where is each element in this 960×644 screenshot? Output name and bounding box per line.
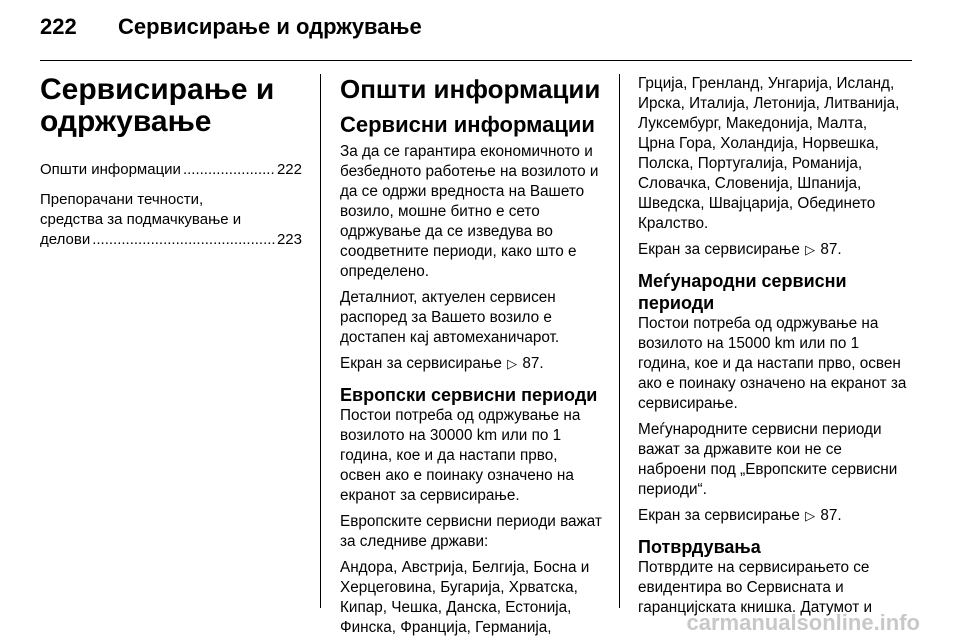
- page-reference[interactable]: 87.: [522, 355, 544, 372]
- toc-leader: [92, 230, 275, 250]
- toc-leader: [183, 160, 275, 180]
- page-reference[interactable]: 87.: [820, 241, 842, 258]
- column-divider-1: [320, 74, 321, 608]
- column-toc: [40, 74, 302, 260]
- toc-entry-fluids[interactable]: [40, 190, 302, 250]
- european-service-heading: Европски сервисни периоди: [340, 385, 598, 405]
- toc-entry-page: 222: [276, 161, 302, 178]
- paragraph: Андора, Австрија, Белгија, Босна и Херцеговина, Бугарија, Хрватска, Кипар, Чешка, Данска, Естонија, Финска, Франција, Германија,: [340, 559, 590, 636]
- service-display-reference: Екран за сервисирање ▷ 87.: [638, 507, 842, 524]
- cross-reference-triangle-icon: ▷: [507, 356, 518, 371]
- service-display-reference: Екран за сервисирање ▷ 87.: [638, 241, 842, 258]
- international-service-heading: Меѓународни сервисни периоди: [638, 271, 847, 313]
- toc-entry-label: Општи информации: [40, 161, 181, 178]
- toc-entry-label: Препорачани течности,: [40, 191, 204, 208]
- paragraph: Постои потреба од одржување на возилото на 15000 km или по 1 година, кое и да настапи прво, освен ако е поинаку означено на екранот за сервисирање.: [638, 315, 907, 412]
- running-title: Сервисирање и одржување: [118, 14, 422, 39]
- paragraph: За да се гарантира економичното и безбедното работење на возилото и да се одржи вредноста на Вашето возило, мошне битно е сето одржување да се изведува во соодветните периоди, како што е определено.: [340, 143, 599, 280]
- cross-reference-triangle-icon: ▷: [805, 508, 816, 523]
- toc-entry-label: средства за подмачкување и: [40, 211, 242, 228]
- column-3: [638, 74, 908, 624]
- toc-entry-page: 223: [276, 231, 302, 248]
- page-header: [40, 14, 920, 54]
- column-2: [340, 74, 602, 644]
- toc-entry-label: делови: [40, 231, 91, 248]
- paragraph: Меѓународните сервисни периоди важат за државите кои не се наброени под „Европските сервисни периоди“.: [638, 421, 898, 498]
- service-display-reference: Екран за сервисирање ▷ 87.: [340, 355, 544, 372]
- toc-entry-general-info[interactable]: [40, 160, 302, 180]
- paragraph: Грција, Гренланд, Унгарија, Исланд, Ирска, Италија, Летонија, Литванија, Луксембург, Македонија, Малта, Црна Гора, Холандија, Норвешка, Полска, Португалија, Романија, Словачка, Словенија, Шпанија, Шведска, Швајцарија, Обединето Кралство.: [638, 75, 900, 232]
- paragraph: Деталниот, актуелен сервисен распоред за Вашето возило е достапен кај автомеханичарот.: [340, 289, 560, 346]
- watermark: carmanualsonline.info: [686, 610, 920, 635]
- page-number: 222: [40, 14, 77, 39]
- subsection-title: Сервисни информации: [340, 112, 595, 137]
- header-rule: [40, 60, 912, 61]
- column-divider-2: [619, 74, 620, 608]
- paragraph: Постои потреба од одржување на возилото на 30000 km или по 1 година, кое и да настапи прво, освен ако е поинаку означено на екранот за сервисирање.: [340, 407, 581, 504]
- chapter-title: Сервисирање и одржување: [40, 73, 275, 138]
- page-reference[interactable]: 87.: [820, 507, 842, 524]
- cross-reference-triangle-icon: ▷: [805, 242, 816, 257]
- section-title: Општи информации: [340, 74, 601, 104]
- paragraph: Европските сервисни периоди важат за следниве држави:: [340, 513, 602, 550]
- paragraph: Потврдите на сервисирањето се евидентира во Сервисната и гаранцијската книшка. Датумот и: [638, 559, 873, 616]
- confirmations-heading: Потврдувања: [638, 537, 761, 557]
